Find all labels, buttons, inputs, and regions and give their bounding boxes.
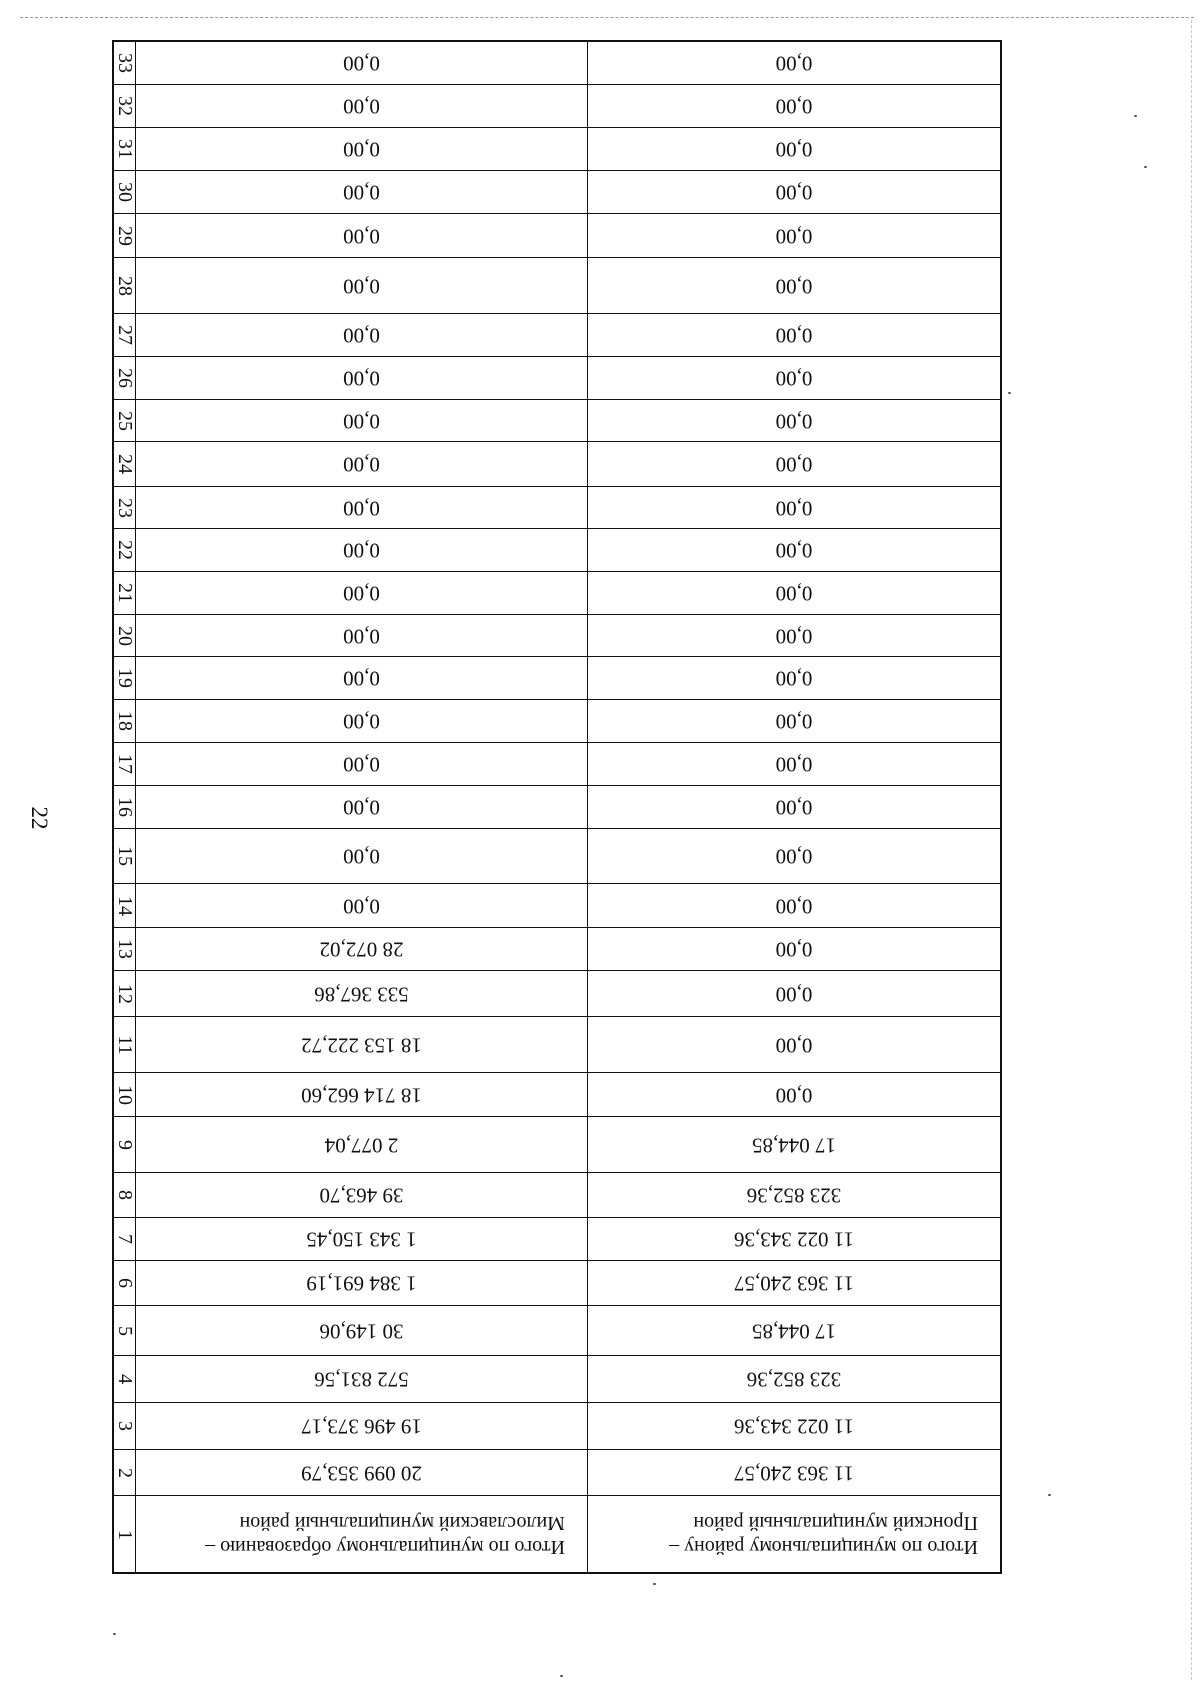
column-number-cell	[114, 786, 136, 828]
pronsk-value: 0,00	[775, 666, 813, 691]
milosl-value: 20 099 353,79	[301, 1461, 422, 1485]
milosl-value-cell	[136, 487, 588, 528]
column-number: 15	[113, 846, 136, 866]
column-number: 4	[113, 1374, 136, 1384]
table-row	[114, 700, 1000, 743]
scan-speck	[1008, 392, 1011, 394]
column-number: 22	[113, 540, 136, 560]
column-number-cell	[114, 400, 136, 441]
table-row	[114, 572, 1000, 615]
pronsk-value-cell	[588, 1306, 1000, 1355]
column-number-cell	[114, 1450, 136, 1495]
column-number-cell	[114, 657, 136, 699]
pronsk-value-cell	[588, 1450, 1000, 1495]
milosl-value: 19 496 373,17	[301, 1414, 422, 1439]
milosl-value: 0,00	[343, 274, 380, 298]
column-number: 6	[113, 1278, 136, 1288]
table-row	[114, 128, 1000, 171]
column-number: 20	[113, 625, 136, 646]
milosl-value: 0,00	[343, 323, 380, 348]
column-number-cell	[114, 700, 136, 742]
column-number: 5	[113, 1325, 136, 1336]
column-number: 7	[113, 1234, 136, 1244]
pronsk-value: 0,00	[775, 538, 813, 563]
column-number: 10	[113, 1084, 136, 1105]
column-number: 30	[113, 182, 136, 202]
milosl-value-cell	[136, 1017, 588, 1072]
pronsk-value-cell	[588, 1403, 1000, 1449]
pronsk-header: Итого по муниципальному району – Пронский муниципальный район	[669, 1512, 978, 1558]
milosl-value-cell	[136, 1306, 588, 1355]
column-number: 12	[113, 983, 136, 1004]
scan-speck	[1048, 1494, 1051, 1496]
data-table	[112, 40, 1002, 1574]
column-number: 31	[113, 139, 136, 159]
milosl-value: 0,00	[343, 224, 380, 248]
milosl-value: 18 714 662,60	[301, 1083, 422, 1107]
pronsk-value: 0,00	[775, 844, 813, 869]
pronsk-value: 0,00	[775, 937, 813, 962]
pronsk-value: 0,00	[775, 366, 813, 391]
table-row	[114, 829, 1000, 884]
column-number-cell	[114, 884, 136, 927]
pronsk-value: 11 022 343,36	[734, 1227, 854, 1252]
pronsk-value: 0,00	[775, 982, 813, 1006]
pronsk-value-cell	[588, 487, 1000, 528]
milosl-value: 28 072,02	[319, 937, 404, 962]
pronsk-value-cell	[588, 214, 1000, 257]
column-number: 2	[113, 1467, 136, 1478]
pronsk-value-cell	[588, 42, 1000, 84]
milosl-value: 2 077,04	[324, 1133, 399, 1157]
pronsk-value-cell	[588, 1073, 1000, 1116]
pronsk-value-cell	[588, 357, 1000, 399]
column-number-cell	[114, 743, 136, 785]
column-number-cell	[114, 1403, 136, 1449]
scan-speck	[1134, 115, 1137, 117]
table-row	[114, 884, 1000, 928]
column-number-cell	[114, 1261, 136, 1305]
column-number: 21	[113, 583, 136, 603]
milosl-value-cell	[136, 214, 588, 257]
column-number-cell	[114, 829, 136, 883]
milosl-value: 0,00	[343, 752, 380, 777]
column-number-cell	[114, 1117, 136, 1172]
table-row	[114, 258, 1000, 314]
column-number-cell	[114, 971, 136, 1016]
milosl-value: 0,00	[343, 366, 380, 391]
pronsk-value-cell	[588, 572, 1000, 614]
milosl-value-cell	[136, 786, 588, 828]
pronsk-value: 0,00	[775, 94, 813, 119]
table-row	[114, 400, 1000, 442]
table-row	[114, 1117, 1000, 1173]
pronsk-value: 17 044,85	[752, 1133, 836, 1157]
pronsk-value-cell	[588, 1017, 1000, 1072]
pronsk-value-cell	[588, 85, 1000, 127]
column-number-cell	[114, 42, 136, 84]
milosl-value-cell	[136, 1117, 588, 1172]
milosl-value-cell	[136, 1403, 588, 1449]
milosl-value-cell	[136, 442, 588, 486]
column-number-cell	[114, 529, 136, 571]
pronsk-value: 0,00	[775, 795, 813, 820]
pronsk-value: 0,00	[775, 409, 813, 433]
pronsk-value-cell	[588, 971, 1000, 1016]
pronsk-value-cell	[588, 1117, 1000, 1172]
pronsk-value-cell	[588, 128, 1000, 170]
column-number-cell	[114, 615, 136, 656]
column-number: 19	[113, 668, 136, 688]
pronsk-value: 0,00	[775, 1033, 813, 1057]
table-row	[114, 657, 1000, 700]
column-number: 18	[113, 711, 136, 731]
scan-edge-right	[1191, 20, 1192, 1680]
milosl-value: 1 384 691,19	[306, 1271, 417, 1296]
table-header-row	[114, 1496, 1000, 1574]
milosl-value-cell	[136, 357, 588, 399]
table-row	[114, 928, 1000, 971]
pronsk-value-cell	[588, 786, 1000, 828]
table-row	[114, 971, 1000, 1017]
milosl-value: 18 153 222,72	[301, 1033, 422, 1057]
milosl-value: 0,00	[343, 452, 380, 477]
scan-edge-top	[20, 17, 1194, 18]
pronsk-value-cell	[588, 1218, 1000, 1260]
column-number: 17	[113, 754, 136, 774]
table-row	[114, 442, 1000, 487]
pronsk-value-cell	[588, 1356, 1000, 1402]
milosl-value: 0,00	[343, 496, 380, 520]
table-row	[114, 171, 1000, 214]
pronsk-value-cell	[588, 171, 1000, 213]
column-number: 9	[113, 1139, 136, 1150]
table-row	[114, 1218, 1000, 1261]
pronsk-value-cell	[588, 314, 1000, 356]
milosl-value-cell	[136, 615, 588, 656]
table-row	[114, 1450, 1000, 1496]
column-number: 13	[113, 939, 136, 959]
milosl-header: Итого по муниципальному образованию – Милославский муниципальный район	[205, 1512, 565, 1558]
milosl-value: 30 149,06	[319, 1319, 404, 1343]
column-number-cell	[114, 928, 136, 970]
milosl-value: 0,00	[343, 94, 380, 119]
column-number-cell	[114, 1496, 136, 1574]
column-number-cell	[114, 1306, 136, 1355]
column-number: 8	[113, 1190, 136, 1200]
pronsk-value: 0,00	[775, 496, 813, 520]
pronsk-value: 0,00	[775, 137, 813, 162]
pronsk-value-cell	[588, 657, 1000, 699]
pronsk-value-cell	[588, 400, 1000, 441]
table-row	[114, 85, 1000, 128]
table-row	[114, 214, 1000, 258]
milosl-value-cell	[136, 85, 588, 127]
milosl-value-cell	[136, 258, 588, 313]
milosl-value-cell	[136, 171, 588, 213]
column-number-cell	[114, 1073, 136, 1116]
pronsk-value: 323 852,36	[746, 1183, 842, 1208]
column-number-cell	[114, 171, 136, 213]
column-number: 32	[113, 96, 136, 116]
column-number-cell	[114, 357, 136, 399]
scan-speck	[653, 1583, 656, 1585]
table-row	[114, 42, 1000, 85]
column-number: 3	[113, 1421, 136, 1431]
table-row	[114, 1073, 1000, 1117]
milosl-value: 572 831,56	[314, 1367, 409, 1392]
milosl-value-cell	[136, 1450, 588, 1495]
milosl-value-cell	[136, 314, 588, 356]
table-row	[114, 1173, 1000, 1218]
milosl-header-cell	[136, 1496, 588, 1574]
pronsk-value: 0,00	[775, 624, 813, 648]
column-number-cell	[114, 214, 136, 257]
milosl-value-cell	[136, 572, 588, 614]
pronsk-value-cell	[588, 743, 1000, 785]
milosl-value: 0,00	[343, 624, 380, 648]
pronsk-value: 0,00	[775, 452, 813, 477]
milosl-value: 0,00	[343, 180, 380, 205]
pronsk-value: 0,00	[775, 323, 813, 348]
milosl-value-cell	[136, 743, 588, 785]
milosl-value-cell	[136, 700, 588, 742]
table-row	[114, 357, 1000, 400]
pronsk-value: 323 852,36	[746, 1367, 842, 1392]
column-number: 11	[113, 1034, 136, 1055]
table-row	[114, 743, 1000, 786]
column-number-cell	[114, 572, 136, 614]
table-row	[114, 786, 1000, 829]
table-row	[114, 1017, 1000, 1073]
pronsk-value-cell	[588, 529, 1000, 571]
table-row	[114, 529, 1000, 572]
pronsk-value: 11 363 240,57	[734, 1461, 854, 1485]
milosl-value-cell	[136, 1073, 588, 1116]
column-number: 24	[113, 454, 136, 474]
column-number-cell	[114, 442, 136, 486]
pronsk-value: 11 022 343,36	[734, 1414, 854, 1439]
column-number: 29	[113, 225, 136, 246]
column-number: 23	[113, 497, 136, 518]
pronsk-value-cell	[588, 928, 1000, 970]
pronsk-value-cell	[588, 1173, 1000, 1217]
table-row	[114, 314, 1000, 357]
column-number: 28	[113, 275, 136, 296]
milosl-value-cell	[136, 400, 588, 441]
milosl-value-cell	[136, 42, 588, 84]
milosl-value: 1 343 150,45	[306, 1227, 417, 1252]
pronsk-value: 0,00	[775, 180, 813, 205]
milosl-value: 0,00	[343, 51, 380, 76]
milosl-value-cell	[136, 529, 588, 571]
table-row	[114, 1261, 1000, 1306]
milosl-value: 0,00	[343, 666, 380, 691]
pronsk-value: 0,00	[775, 581, 813, 606]
column-number: 16	[113, 797, 136, 817]
milosl-value: 0,00	[343, 137, 380, 162]
pronsk-value: 0,00	[775, 752, 813, 777]
column-number-cell	[114, 1218, 136, 1260]
pronsk-header-cell	[588, 1496, 1000, 1574]
table-row	[114, 487, 1000, 529]
page-number: 22	[27, 806, 52, 830]
pronsk-value: 11 363 240,57	[734, 1271, 854, 1296]
column-number-cell	[114, 1356, 136, 1402]
milosl-value: 39 463,70	[319, 1183, 404, 1208]
pronsk-value-cell	[588, 442, 1000, 486]
column-number-cell	[114, 85, 136, 127]
pronsk-value-cell	[588, 884, 1000, 927]
milosl-value-cell	[136, 657, 588, 699]
milosl-value: 0,00	[343, 581, 380, 606]
column-number-cell	[114, 1017, 136, 1072]
milosl-value: 0,00	[343, 709, 380, 734]
column-number-cell	[114, 1173, 136, 1217]
table-row	[114, 1356, 1000, 1403]
milosl-value-cell	[136, 829, 588, 883]
scan-speck	[1144, 166, 1147, 168]
milosl-value-cell	[136, 1173, 588, 1217]
milosl-value-cell	[136, 971, 588, 1016]
pronsk-value-cell	[588, 829, 1000, 883]
pronsk-value: 17 044,85	[752, 1319, 836, 1343]
scan-speck	[560, 1675, 563, 1677]
milosl-value: 0,00	[343, 538, 380, 563]
milosl-value: 0,00	[343, 795, 380, 820]
pronsk-value-cell	[588, 615, 1000, 656]
column-number-cell	[114, 128, 136, 170]
table-row	[114, 1306, 1000, 1356]
column-number: 25	[113, 410, 136, 431]
column-number-cell	[114, 314, 136, 356]
milosl-value: 533 367,86	[314, 982, 409, 1006]
pronsk-value: 0,00	[775, 51, 813, 76]
pronsk-value: 0,00	[775, 1083, 813, 1107]
column-number: 26	[113, 368, 136, 388]
scan-speck	[113, 1633, 116, 1635]
milosl-value: 0,00	[343, 894, 380, 918]
milosl-value-cell	[136, 1356, 588, 1402]
table-row	[114, 1403, 1000, 1450]
column-number: 27	[113, 325, 136, 345]
pronsk-value: 0,00	[775, 224, 813, 248]
column-number-cell	[114, 487, 136, 528]
milosl-value: 0,00	[343, 409, 380, 433]
column-number: 14	[113, 895, 136, 916]
milosl-value-cell	[136, 1218, 588, 1260]
pronsk-value: 0,00	[775, 894, 813, 918]
milosl-value-cell	[136, 128, 588, 170]
column-number: 33	[113, 53, 136, 73]
milosl-value-cell	[136, 928, 588, 970]
column-number: 1	[113, 1530, 136, 1540]
pronsk-value-cell	[588, 1261, 1000, 1305]
milosl-value-cell	[136, 1261, 588, 1305]
pronsk-value: 0,00	[775, 709, 813, 734]
column-number-cell	[114, 258, 136, 313]
pronsk-value-cell	[588, 258, 1000, 313]
milosl-value: 0,00	[343, 844, 380, 869]
pronsk-value-cell	[588, 700, 1000, 742]
table-row	[114, 615, 1000, 657]
pronsk-value: 0,00	[775, 274, 813, 298]
milosl-value-cell	[136, 884, 588, 927]
